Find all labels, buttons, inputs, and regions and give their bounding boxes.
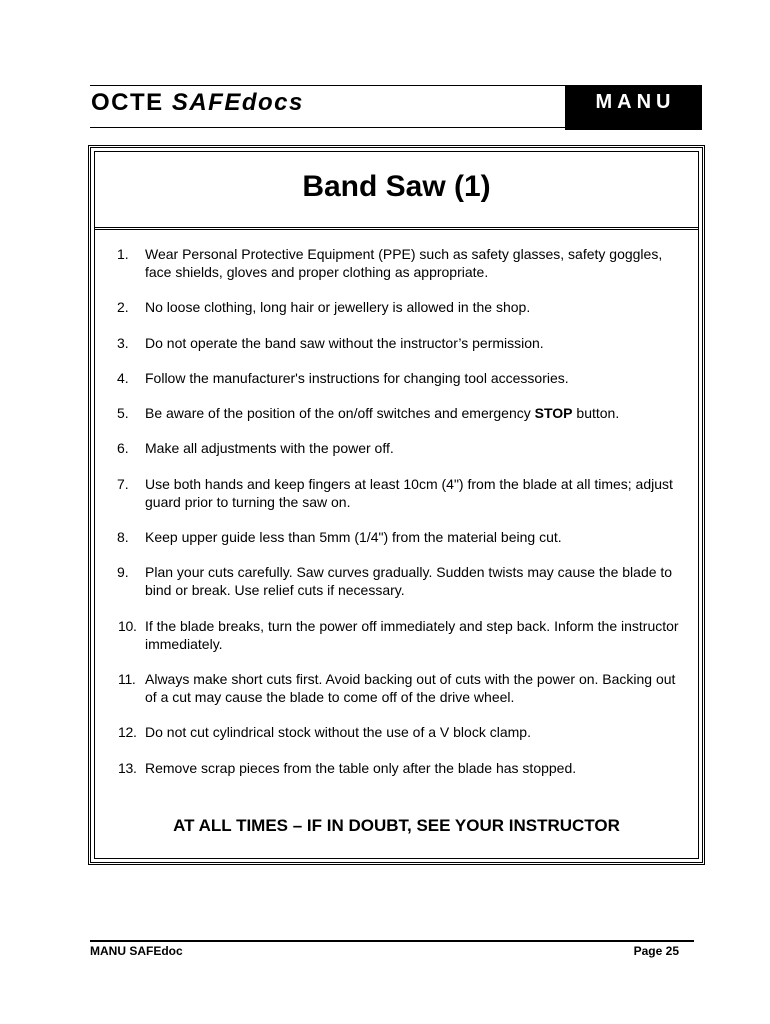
title-box [95,152,698,230]
rule-number: 6. [117,440,129,457]
header-rule-top [90,85,565,86]
list-item [95,528,698,546]
rule-number: 7. [117,475,129,492]
section-tab: MANU [565,85,702,130]
page-footer [90,940,694,958]
list-item [95,563,698,599]
rule-number: 10. [118,617,137,634]
rule-number: 5. [117,405,129,422]
rule-text: Keep upper guide less than 5mm (1/4") from the material being cut. [145,529,562,546]
rule-number: 12. [118,724,137,741]
list-item [95,475,698,511]
rule-text: Always make short cuts first. Avoid backing out of cuts with the power on. Backing out of a cut may cause the blade to come off of the drive wheel. [145,670,676,705]
list-item [95,670,698,706]
rule-text: Wear Personal Protective Equipment (PPE) such as safety glasses, safety goggles, face shields, gloves and proper clothing as appropriate. [145,246,663,280]
document-frame-inner [94,151,699,859]
rule-number: 11. [118,670,136,687]
list-item [95,759,698,777]
header-rule-bottom [90,127,565,128]
list-item [95,404,698,422]
list-item [95,369,698,387]
instructor-warning: AT ALL TIMES – IF IN DOUBT, SEE YOUR INSTRUCTOR [173,816,620,835]
rule-number: 1. [117,246,129,262]
rule-text: Remove scrap pieces from the table only after the blade has stopped. [145,759,577,776]
rule-number: 2. [117,299,129,316]
list-item [95,617,698,653]
rule-text: No loose clothing, long hair or jewellery is allowed in the shop. [145,299,531,316]
list-item [95,723,698,741]
rule-text: Do not operate the band saw without the instructor’s permission. [145,334,544,351]
document-title: Band Saw (1) [302,170,491,203]
brand-italic: SAFEdocs [171,89,304,116]
rule-text: Use both hands and keep fingers at least 10cm (4") from the blade at all times; adjust guard prior to turning the saw on. [145,475,673,510]
list-item [95,439,698,457]
rule-number: 4. [117,369,129,386]
footer-rule [90,940,694,942]
page-number: Page 25 [633,944,679,958]
brand-title [91,89,304,117]
safety-rules-list [95,245,698,794]
stop-emphasis: STOP [534,405,573,422]
rule-number: 9. [117,564,129,581]
rule-text: If the blade breaks, turn the power off immediately and step back. Inform the instructor immediately. [145,617,679,652]
rule-text-before: Be aware of the position of the on/off switches and emergency [145,405,535,422]
list-item [95,298,698,316]
brand-prefix: OCTE [91,89,164,116]
rule-number: 8. [117,529,129,546]
rule-text: Plan your cuts carefully. Saw curves gradually. Sudden twists may cause the blade to bind or break. Use relief cuts if necessary. [145,564,673,599]
footer-doc-name: MANU SAFEdoc [90,944,183,958]
list-item [95,334,698,352]
rule-text: Make all adjustments with the power off. [145,440,394,457]
rule-number: 3. [117,334,129,351]
rule-text [145,405,619,421]
rule-text-after: button. [572,405,620,422]
list-item [95,245,698,281]
page-header [90,85,702,129]
rule-number: 13. [118,759,137,776]
document-frame [88,145,705,865]
rule-text: Do not cut cylindrical stock without the use of a V block clamp. [145,724,531,741]
rule-text: Follow the manufacturer's instructions for changing tool accessories. [145,369,569,386]
